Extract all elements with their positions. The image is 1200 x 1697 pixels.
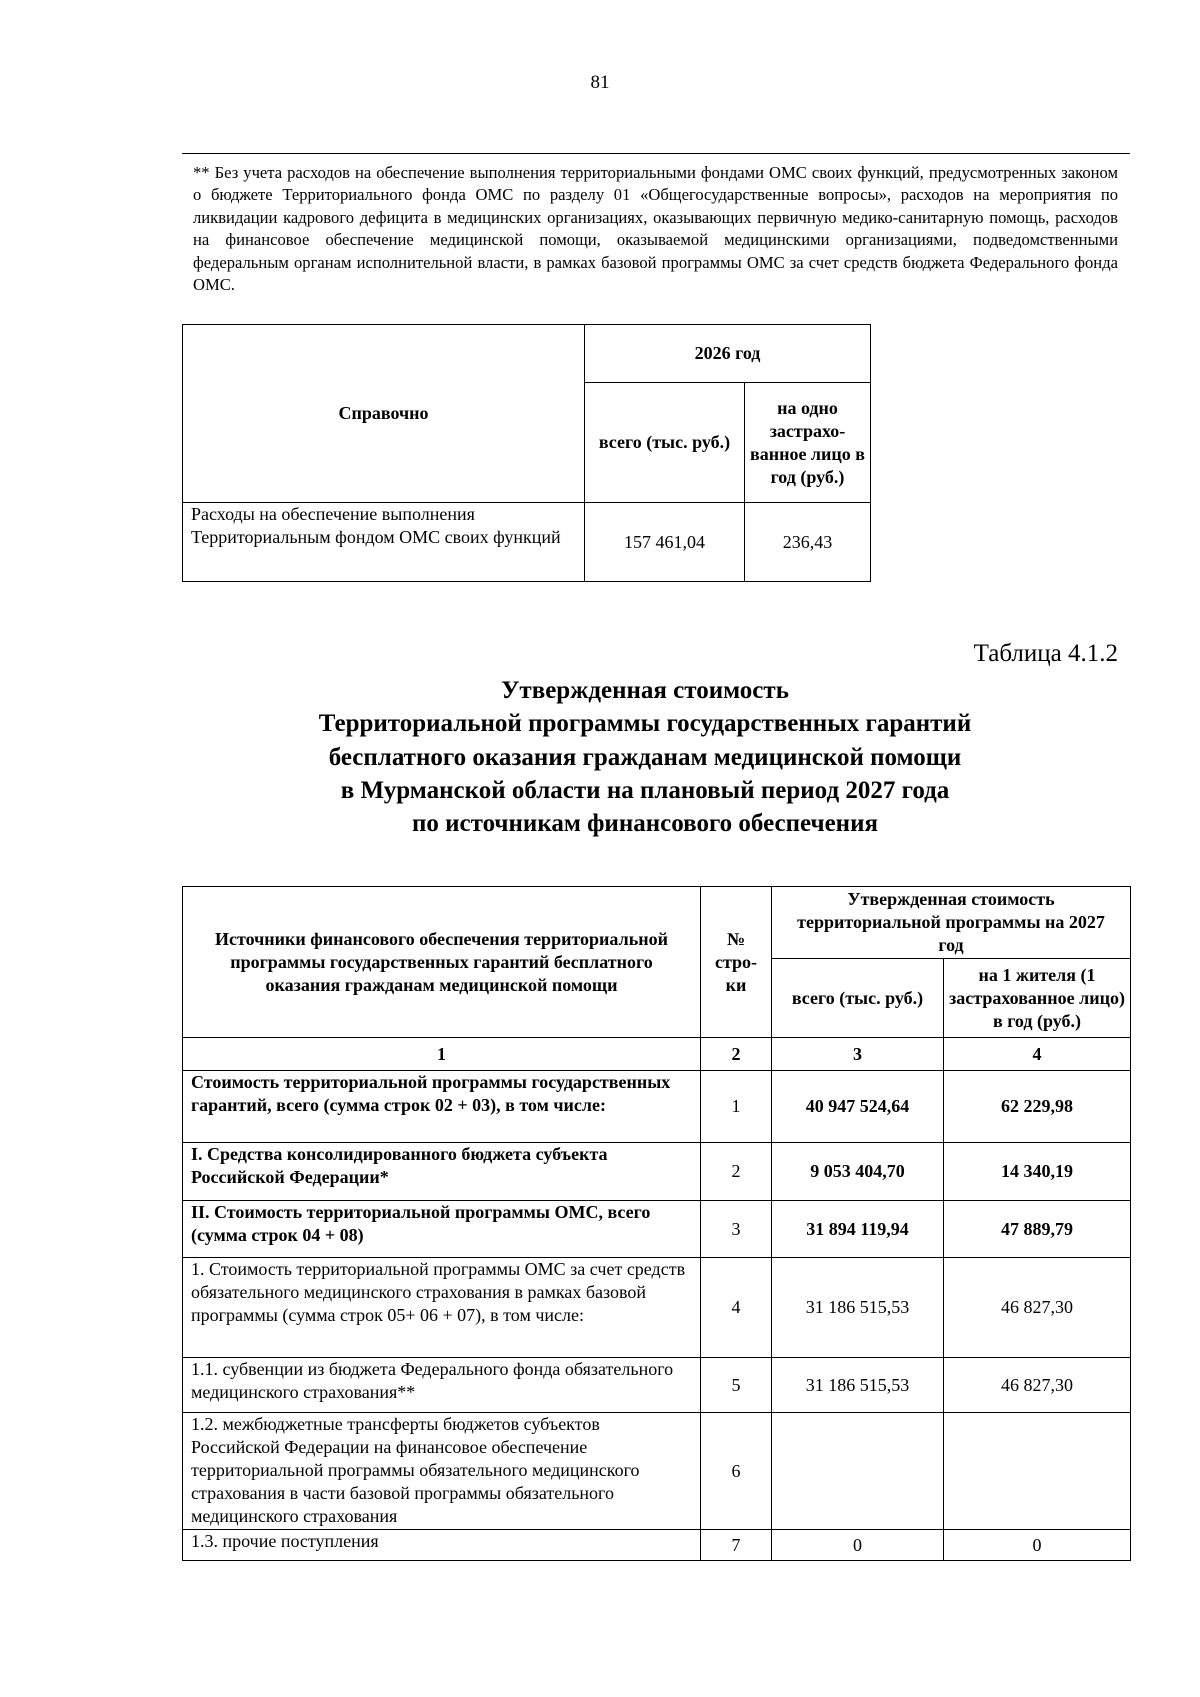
row-label: 1.3. прочие поступления (183, 1530, 701, 1561)
reference-col-total: всего (тыс. руб.) (585, 383, 745, 503)
row-number: 2 (701, 1143, 772, 1201)
reference-row-label: Расходы на обеспечение выполнения Территориальным фондом ОМС своих функций (183, 503, 585, 582)
row-total: 0 (772, 1530, 944, 1561)
row-total: 31 186 515,53 (772, 1358, 944, 1413)
row-total: 31 894 119,94 (772, 1201, 944, 1258)
table-row (183, 1143, 1131, 1201)
row-total (772, 1413, 944, 1530)
row-number: 1 (701, 1071, 772, 1143)
reference-col-per-person: на одно застрахо-ванное лицо в год (руб.) (745, 383, 871, 503)
main-table (182, 886, 1131, 1561)
reference-year-header: 2026 год (585, 325, 871, 383)
row-per-resident: 47 889,79 (944, 1201, 1131, 1258)
row-per-resident: 14 340,19 (944, 1143, 1131, 1201)
footnote-separator (182, 153, 1130, 154)
title-line: Территориальной программы государственных гарантий (318, 710, 972, 738)
row-per-resident: 46 827,30 (944, 1258, 1131, 1358)
row-label: II. Стоимость территориальной программы ОМС, всего (сумма строк 04 + 08) (183, 1201, 701, 1258)
reference-header-label: Справочно (183, 325, 585, 503)
row-label: 1.2. межбюджетные трансферты бюджетов субъектов Российской Федерации на финансовое обеспечение территориальной программы обязательного медицинского страхования в части базовой программы обязательного медицинского страхования (183, 1413, 701, 1530)
row-per-resident: 46 827,30 (944, 1358, 1131, 1413)
row-number: 6 (701, 1413, 772, 1530)
table-label: Таблица 4.1.2 (973, 640, 1118, 667)
row-per-resident: 62 229,98 (944, 1071, 1131, 1143)
table-row (183, 1071, 1131, 1143)
footnote: ** Без учета расходов на обеспечение выполнения территориальными фондами ОМС своих функций, предусмотренных законом о бюджете Территориального фонда ОМС по разделу 01 «Общегосударственные вопросы», расходов на мероприятия по ликвидации кадрового дефицита в медицинских организациях, оказывающих первичную медико-санитарную помощь, расходов на финансовое обеспечение медицинской помощи, оказываемой медицинскими организациями, подведомственными федеральным органам исполнительной власти, в рамках базовой программы ОМС за счет средств бюджета Федерального фонда ОМС. (193, 163, 1118, 295)
row-label: 1. Стоимость территориальной программы ОМС за счет средств обязательного медицинского страхования в рамках базовой программы (сумма строк 05+ 06 + 07), в том числе: (183, 1258, 701, 1358)
column-number: 1 (183, 1038, 701, 1071)
reference-row-total: 157 461,04 (585, 503, 745, 582)
row-label: Стоимость территориальной программы государственных гарантий, всего (сумма строк 02 + 03), в том числе: (183, 1071, 701, 1143)
row-per-resident: 0 (944, 1530, 1131, 1561)
column-number: 3 (772, 1038, 944, 1071)
title-line: Утвержденная стоимость (501, 677, 789, 704)
row-label: I. Средства консолидированного бюджета субъекта Российской Федерации* (183, 1143, 701, 1201)
row-total: 31 186 515,53 (772, 1258, 944, 1358)
title-line: бесплатного оказания гражданам медицинской помощи (328, 743, 962, 771)
row-total: 40 947 524,64 (772, 1071, 944, 1143)
table-row (183, 1258, 1131, 1358)
header-total: всего (тыс. руб.) (772, 959, 944, 1038)
reference-row-per-person: 236,43 (745, 503, 871, 582)
header-per-resident: на 1 жителя (1 застрахованное лицо) в год (руб.) (944, 959, 1131, 1038)
row-number: 7 (701, 1530, 772, 1561)
table-row (183, 1201, 1131, 1258)
column-number: 2 (701, 1038, 772, 1071)
page-number: 81 (590, 72, 610, 93)
table-title (0, 674, 1200, 840)
header-cost: Утвержденная стоимость территориальной программы на 2027 год (772, 887, 1131, 959)
header-source: Источники финансового обеспечения территориальной программы государственных гарантий бесплатного оказания гражданам медицинской помощи (183, 887, 701, 1038)
reference-table (182, 324, 871, 582)
row-total: 9 053 404,70 (772, 1143, 944, 1201)
row-label: 1.1. субвенции из бюджета Федерального фонда обязательного медицинского страхования** (183, 1358, 701, 1413)
row-number: 4 (701, 1258, 772, 1358)
table-row (183, 1530, 1131, 1561)
row-number: 3 (701, 1201, 772, 1258)
table-row (183, 1358, 1131, 1413)
title-line: по источникам финансового обеспечения (411, 810, 879, 838)
row-per-resident (944, 1413, 1131, 1530)
row-number: 5 (701, 1358, 772, 1413)
title-line: в Мурманской области на плановый период 2027 года (340, 776, 950, 804)
column-number: 4 (944, 1038, 1131, 1071)
table-row (183, 1413, 1131, 1530)
header-row-number: № стро-ки (701, 887, 772, 1038)
